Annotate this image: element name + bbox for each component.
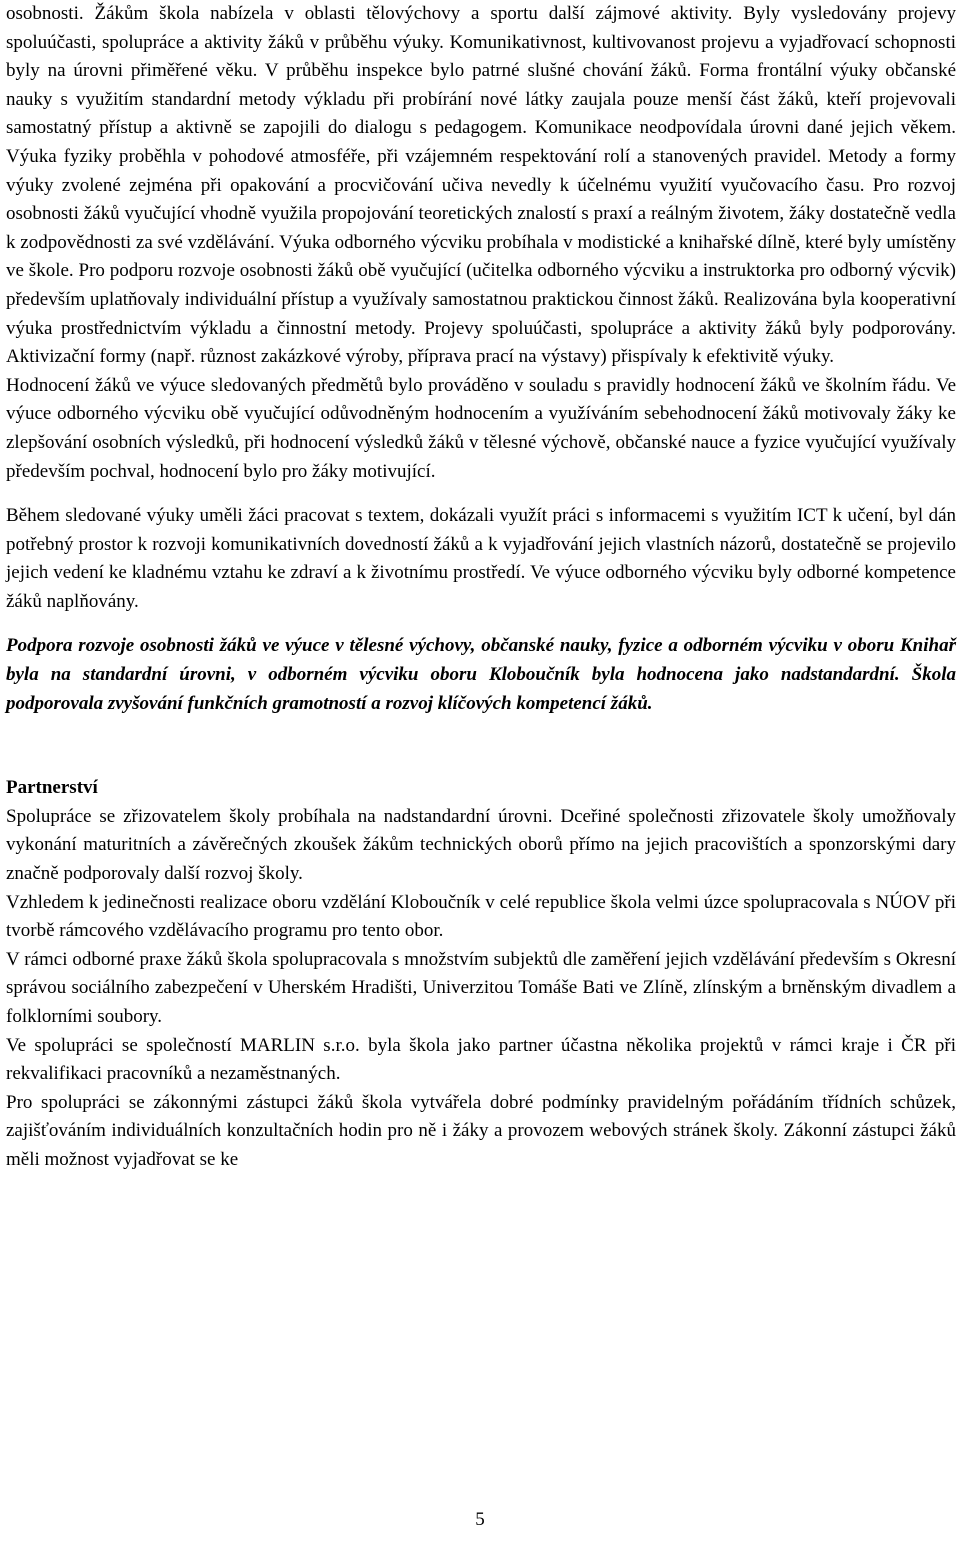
- paragraph-founder-cooperation: Spolupráce se zřizovatelem školy probíhala na nadstandardní úrovni. Dceřiné společnosti zřizovatele školy umožňovaly vykonání maturitních a závěrečných zkoušek žákům technických oborů přímo na jejich pracovištích a sponzorskými dary značně podporovaly další rozvoj školy.: [6, 805, 956, 885]
- paragraph-nuov-cooperation: Vzhledem k jedinečnosti realizace oboru vzdělání Kloboučník v celé republice škola velmi úzce spolupracovala s NÚOV při tvorbě rámcového vzdělávacího programu pro tento obor.: [6, 891, 956, 942]
- paragraph-practice-partners: V rámci odborné praxe žáků škola spolupracovala s množstvím subjektů dle zaměření jejich vzdělávání především s Okresní správou sociálního zabezpečení v Uherském Hradišti, Univerzitou Tomáše Bati ve Zlíně, zlínským a brněnským divadlem a folklorními soubory.: [6, 948, 956, 1027]
- document-page: [6, 0, 956, 1175]
- paragraph-competences: Během sledované výuky uměli žáci pracovat s textem, dokázali využít práci s informacemi s využitím ICT k učení, byl dán potřebný prostor k rozvoji komunikativních dovedností žáků a k vyjadřování jejich vlastních názorů, dostatečně se projevilo jejich vedení ke kladnému vztahu ke zdraví a k životnímu prostředí. Ve výuce odborného výcviku byly odborné kompetence žáků naplňovány.: [6, 505, 956, 612]
- paragraph-assessment: Hodnocení žáků ve výuce sledovaných předmětů bylo prováděno v souladu s pravidly hodnocení žáků ve školním řádu. Ve výuce odborného výcviku obě vyučující odůvodněným hodnocením a využíváním sebehodnocení žáků motivovaly žáky ke zlepšování osobních výsledků, při hodnocení výsledků žáků v tělesné výchově, občanské nauce a fyzice vyučující využívaly především pochval, hodnocení bylo pro žáky motivující.: [6, 374, 956, 482]
- page-number: 5: [475, 1509, 485, 1530]
- paragraph-teaching-observation: osobnosti. Žákům škola nabízela v oblasti tělovýchovy a sportu další zájmové aktivity. Byly vysledovány projevy spoluúčasti, spolupráce a aktivity žáků v průběhu výuky. Komunikativnost, kultivovanost projevu a vyjadřovací schopnosti byly na úrovni přiměřené věku. V průběhu inspekce bylo patrné slušné chování žáků. Forma frontální výuky občanské nauky s využitím standardní metody výkladu při probírání nové látky zaujala pouze menší část žáků, kteří projevovali samostatný přístup a aktivně se zapojili do dialogu s pedagogem. Komunikace neodpovídala úrovni dané jejich věkem. Výuka fyziky proběhla v pohodové atmosféře, při vzájemném respektování rolí a stanovených pravidel. Metody a formy výuky zvolené zejména při opakování a procvičování učiva nevedly k účelnému využití vyučovacího času. Pro rozvoj osobnosti žáků vyučující vhodně využila propojování teoretických znalostí s praxí a reálným životem, žáky dostatečně vedla k zodpovědnosti za své vzdělávání. Výuka odborného výcviku probíhala v modistické a knihařské dílně, které byly umístěny ve škole. Pro podporu rozvoje osobnosti žáků obě vyučující (učitelka odborného výcviku a instruktorka pro odborný výcvik) především uplatňovaly individuální přístup a využívaly samostatnou praktickou činnost žáků. Realizována byla kooperativní výuka prostřednictvím výkladu a činnostní metody. Projevy spoluúčasti, spolupráce a aktivity žáků byly podporovány. Aktivizační formy (např. různost zakázkové výroby, příprava prací na výstavy) přispívaly k efektivitě výuky.: [6, 3, 956, 368]
- summary-evaluation: Podpora rozvoje osobnosti žáků ve výuce v tělesné výchovy, občanské nauky, fyzice a odborném výcviku v oboru Knihař byla na standardní úrovni, v odborném výcviku oboru Kloboučník byla hodnocena jako nadstandardní. Škola podporovala zvyšování funkčních gramotností a rozvoj klíčových kompetencí žáků.: [6, 635, 956, 714]
- paragraph-parents-cooperation: Pro spolupráci se zákonnými zástupci žáků škola vytvářela dobré podmínky pravidelným pořádáním třídních schůzek, zajišťováním individuálních konzultačních hodin pro ně i žáky a provozem webových stránek školy. Zákonní zástupci žáků měli možnost vyjadřovat se ke: [6, 1091, 956, 1170]
- paragraph-marlin-projects: Ve spolupráci se společností MARLIN s.r.o. byla škola jako partner účastna několika projektů v rámci kraje i ČR při rekvalifikaci pracovníků a nezaměstnaných.: [6, 1034, 956, 1085]
- section-heading-partnership: Partnerství: [6, 777, 98, 799]
